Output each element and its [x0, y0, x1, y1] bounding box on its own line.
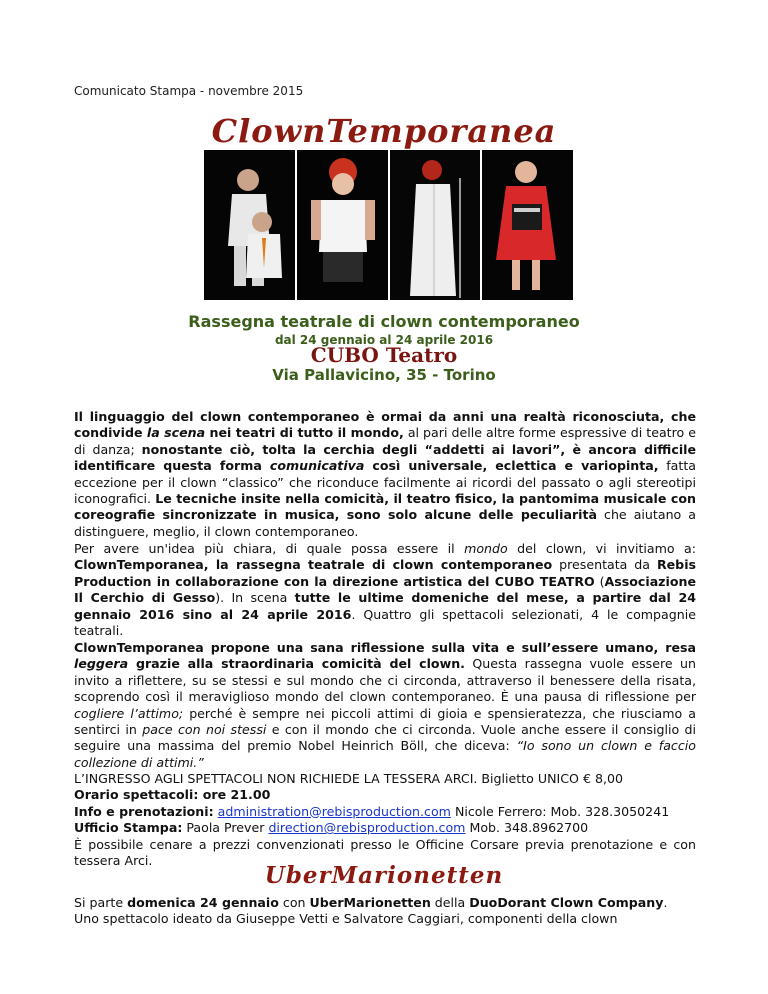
show-title: UberMarionetten — [264, 862, 504, 889]
festival-dates: dal 24 gennaio al 24 aprile 2016 — [274, 333, 494, 347]
invitation-paragraph: Per avere un'idea più chiara, di quale possa essere il mondo del clown, vi invitiamo a: ClownTemporanea, la rassegna teatrale di clown contemporaneo presentata da Rebis Production in collaborazione con la direzione artistica del CUBO TEATRO (Associazione Il Cerchio di Gesso). In scena tutte le ultime domeniche del mese, a partire dal 24 gennaio 2016 sino al 24 aprile 2016. Quattro gli spettacoli selezionati, 4 le compagnie teatrali. — [74, 541, 697, 639]
press-office-email-link[interactable]: direction@rebisproduction.com — [268, 820, 466, 836]
press-office-info: Ufficio Stampa: Paola Prever direction@rebisproduction.com Mob. 348.8962700 — [74, 820, 589, 836]
practical-info — [74, 771, 696, 869]
first-show-paragraph: Si parte domenica 24 gennaio con UberMarionetten della DuoDorant Clown Company. Uno spettacolo ideato da Giuseppe Vetti e Salvatore Caggiari, componenti della clown — [74, 895, 668, 927]
intro-paragraph: Il linguaggio del clown contemporaneo è ormai da anni una realtà riconosciuta, che condivide la scena nei teatri di tutto il mondo, al pari delle altre forme espressive di teatro e di danza; nonostante ciò, tolta la cerchia degli “addetti ai lavori”, è ancora difficile identificare questa forma comunicativa così universale, eclettica e variopinta, fatta eccezione per il clown “classico” che riconduce facilmente ai ricordi del passato o agli stereotipi iconografici. Le tecniche insite nella comicità, il teatro fisico, la pantomima musicale con coreografie sincronizzate in musica, sono solo alcune delle peculiarità che aiutano a distinguere, meglio, il clown contemporaneo. — [74, 409, 697, 539]
photo-clown-white-coat — [390, 150, 481, 300]
venue-address: Via Pallavicino, 35 - Torino — [272, 366, 496, 384]
press-release-date: Comunicato Stampa - novembre 2015 — [74, 84, 304, 98]
festival-title: ClownTemporanea — [211, 112, 557, 150]
reflection-paragraph: ClownTemporanea propone una sana riflessione sulla vita e sull’essere umano, resa leggera grazie alla straordinaria comicità del clown. Questa rassegna vuole essere un invito a riflettere, su se stessi e sul mondo che ci circonda, attraverso il benessere della risata, scoprendo così il meraviglioso mondo del clown contemporaneo. È una pausa di riflessione per cogliere l’attimo; perché è sempre nei piccoli attimi di gioia e spensieratezza, che riusciamo a sentirci in pace con noi stessi e con il mondo che ci circonda. Vuole anche essere il consiglio di seguire una massima del premio Nobel Heinrich Böll, che diceva: “Io sono un clown e faccio collezione di attimi.” — [74, 640, 697, 770]
booking-info: Info e prenotazioni: administration@rebisproduction.com Nicole Ferrero: Mob. 328.3050241 — [74, 803, 670, 819]
photo-red-hair-clown — [297, 150, 388, 300]
photo-two-clowns — [204, 150, 295, 300]
festival-subtitle: Rassegna teatrale di clown contemporaneo — [188, 312, 580, 331]
show-time: Orario spettacoli: ore 21.00 — [74, 787, 271, 803]
photo-strip — [204, 150, 573, 300]
venue-name: CUBO Teatro — [310, 343, 458, 367]
booking-email-link[interactable]: administration@rebisproduction.com — [217, 803, 451, 819]
dinner-info: È possibile cenare a prezzi convenzionati presso le Officine Corsare previa prenotazione e con tessera Arci. — [74, 836, 696, 869]
ticket-info: L’INGRESSO AGLI SPETTACOLI NON RICHIEDE LA TESSERA ARCI. Biglietto UNICO € 8,00 — [74, 771, 624, 786]
photo-accordion-clown — [482, 150, 573, 300]
